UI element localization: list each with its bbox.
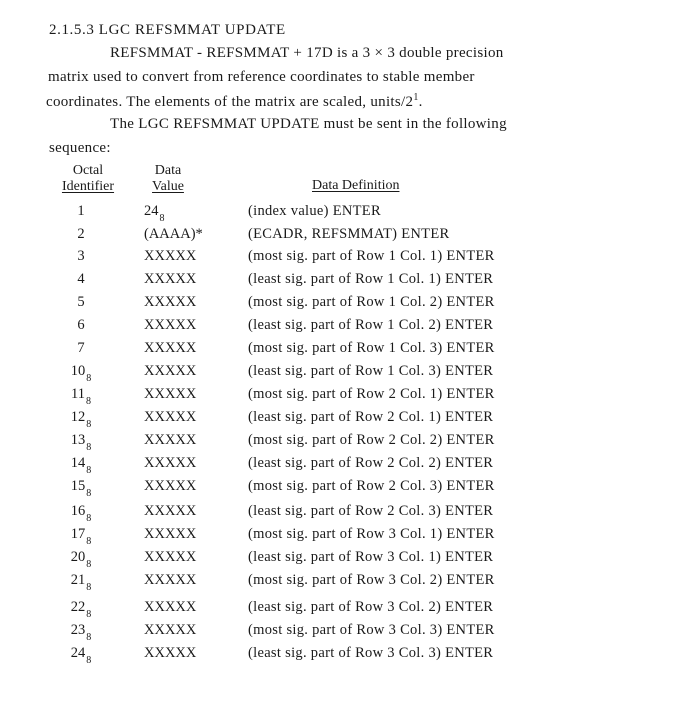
table-row [0,271,687,293]
data-value [144,599,196,616]
table-row [0,478,687,500]
data-value-text: XXXXX [144,526,197,542]
data-definition: (most sig. part of Row 3 Col. 2) ENTER [248,572,495,588]
data-value [144,226,203,243]
octal-base-subscript: 8 [86,632,92,643]
data-definition: (least sig. part of Row 1 Col. 2) ENTER [248,317,494,333]
octal-identifier-value: 3 [77,248,85,264]
data-definition: (most sig. part of Row 1 Col. 2) ENTER [248,294,495,310]
data-definition: (most sig. part of Row 3 Col. 3) ENTER [248,622,495,638]
data-value-text: XXXXX [144,622,197,638]
octal-base-subscript: 8 [86,559,92,570]
column-header-octal-line2: Identifier [61,179,115,194]
paragraph-line-3-text: coordinates. The elements of the matrix are scaled, units/2 [46,94,414,110]
column-header-data-value [145,163,191,195]
table-row [0,645,687,667]
data-value [144,386,196,403]
octal-identifier-value: 24 [70,645,86,661]
octal-identifier [56,622,106,643]
data-definition: (most sig. part of Row 2 Col. 2) ENTER [248,432,495,448]
octal-identifier [56,409,106,430]
data-value [144,409,196,426]
data-definition: (most sig. part of Row 3 Col. 1) ENTER [248,526,495,542]
table-row [0,317,687,339]
table-row [0,599,687,621]
octal-identifier [56,363,106,384]
data-definition: (least sig. part of Row 2 Col. 2) ENTER [248,455,494,471]
data-definition: (least sig. part of Row 1 Col. 1) ENTER [248,271,494,287]
octal-identifier [56,340,106,357]
paragraph-line-4: The LGC REFSMMAT UPDATE must be sent in the following [110,116,507,132]
data-value-text: XXXXX [144,363,197,379]
data-definition: (index value) ENTER [248,203,381,219]
table-row [0,455,687,477]
data-value-text: XXXXX [144,409,197,425]
octal-identifier [56,549,106,570]
data-value [144,363,196,380]
data-definition: (least sig. part of Row 2 Col. 3) ENTER [248,503,494,519]
data-value [144,455,196,472]
octal-identifier [56,526,106,547]
data-definition: (least sig. part of Row 3 Col. 2) ENTER [248,599,494,615]
octal-base-subscript: 8 [86,465,92,476]
data-definition: (most sig. part of Row 2 Col. 1) ENTER [248,386,495,402]
data-value [144,478,196,495]
column-header-data-line2: Value [152,179,184,194]
paragraph-line-2: matrix used to convert from reference coordinates to stable member [48,69,475,85]
octal-identifier-value: 20 [70,549,86,565]
octal-identifier [56,599,106,620]
octal-identifier [56,455,106,476]
data-definition: (ECADR, REFSMMAT) ENTER [248,226,450,242]
data-value [144,645,196,662]
octal-identifier-value: 21 [70,572,86,588]
data-value-text: XXXXX [144,317,197,333]
octal-identifier-value: 16 [70,503,86,519]
data-value [144,526,196,543]
data-value-text: XXXXX [144,572,197,588]
table-row [0,340,687,362]
data-value-text: XXXXX [144,503,197,519]
data-value-text: XXXXX [144,478,197,494]
octal-identifier [56,271,106,288]
octal-identifier [56,294,106,311]
octal-identifier-value: 23 [70,622,86,638]
table-row [0,203,687,225]
octal-identifier-value: 10 [70,363,86,379]
table-row [0,572,687,594]
octal-identifier-value: 13 [70,432,86,448]
table-row [0,503,687,525]
data-value-text: XXXXX [144,294,197,310]
data-value [144,572,196,589]
octal-identifier [56,226,106,243]
data-value [144,432,196,449]
data-value-text: XXXXX [144,340,197,356]
octal-identifier-value: 22 [70,599,86,615]
octal-base-subscript: 8 [86,442,92,453]
data-definition: (least sig. part of Row 1 Col. 3) ENTER [248,363,494,379]
data-value-text: 24 [144,203,159,219]
octal-base-subscript: 8 [86,419,92,430]
table-row [0,549,687,571]
table-row [0,248,687,270]
column-header-octal-identifier [50,163,126,195]
data-definition: (most sig. part of Row 1 Col. 3) ENTER [248,340,495,356]
column-header-octal-line1: Octal [72,163,104,178]
octal-identifier-value: 6 [77,317,85,333]
octal-identifier-value: 7 [77,340,85,356]
table-row [0,409,687,431]
data-value-text: (AAAA)* [144,226,203,242]
paragraph-line-3 [46,92,423,111]
octal-identifier [56,478,106,499]
octal-identifier [56,503,106,524]
octal-identifier-value: 12 [70,409,86,425]
table-row [0,363,687,385]
octal-identifier-value: 11 [71,386,85,402]
data-definition: (least sig. part of Row 3 Col. 1) ENTER [248,549,494,565]
octal-identifier [56,386,106,407]
octal-identifier [56,645,106,666]
data-value-text: XXXXX [144,386,197,402]
table-row [0,386,687,408]
data-value [144,248,196,265]
data-value-text: XXXXX [144,645,197,661]
data-value-text: XXXXX [144,599,197,615]
octal-base-subscript: 8 [86,582,92,593]
octal-identifier [56,317,106,334]
data-value [144,622,196,639]
octal-identifier [56,203,106,220]
paragraph-line-1: REFSMMAT - REFSMMAT + 17D is a 3 × 3 double precision [110,45,504,61]
octal-base-subscript: 8 [86,536,92,547]
data-definition: (least sig. part of Row 3 Col. 3) ENTER [248,645,494,661]
octal-identifier-value: 15 [70,478,86,494]
data-value [144,317,196,334]
octal-identifier-value: 4 [77,271,85,287]
octal-identifier [56,248,106,265]
data-value [144,340,196,357]
data-value-subscript: 8 [159,213,165,224]
table-row [0,294,687,316]
octal-identifier-value: 14 [70,455,86,471]
octal-identifier [56,432,106,453]
octal-base-subscript: 8 [86,609,92,620]
data-value-text: XXXXX [144,455,197,471]
exponent: 1 [413,92,419,103]
table-row [0,432,687,454]
octal-identifier-value: 2 [77,226,85,242]
table-row [0,622,687,644]
data-definition: (most sig. part of Row 2 Col. 3) ENTER [248,478,495,494]
table-row [0,526,687,548]
section-heading: 2.1.5.3 LGC REFSMMAT UPDATE [49,22,286,38]
data-value [144,271,196,288]
data-value-text: XXXXX [144,549,197,565]
data-value-text: XXXXX [144,248,197,264]
data-value [144,294,196,311]
data-value [144,503,196,520]
paragraph-line-3-end: . [418,94,423,110]
paragraph-line-5: sequence: [49,140,111,156]
octal-base-subscript: 8 [86,655,92,666]
octal-identifier-value: 5 [77,294,85,310]
column-header-data-line1: Data [154,163,182,178]
octal-identifier-value: 17 [70,526,86,542]
data-value-text: XXXXX [144,271,197,287]
column-header-data-definition: Data Definition [312,178,400,193]
data-definition: (most sig. part of Row 1 Col. 1) ENTER [248,248,495,264]
octal-base-subscript: 8 [86,373,92,384]
data-definition: (least sig. part of Row 2 Col. 1) ENTER [248,409,494,425]
octal-base-subscript: 8 [86,488,92,499]
octal-base-subscript: 8 [85,396,91,407]
data-value [144,549,196,566]
octal-base-subscript: 8 [86,513,92,524]
octal-identifier-value: 1 [77,203,85,219]
data-value [144,203,165,224]
data-value-text: XXXXX [144,432,197,448]
octal-identifier [56,572,106,593]
table-row [0,226,687,248]
